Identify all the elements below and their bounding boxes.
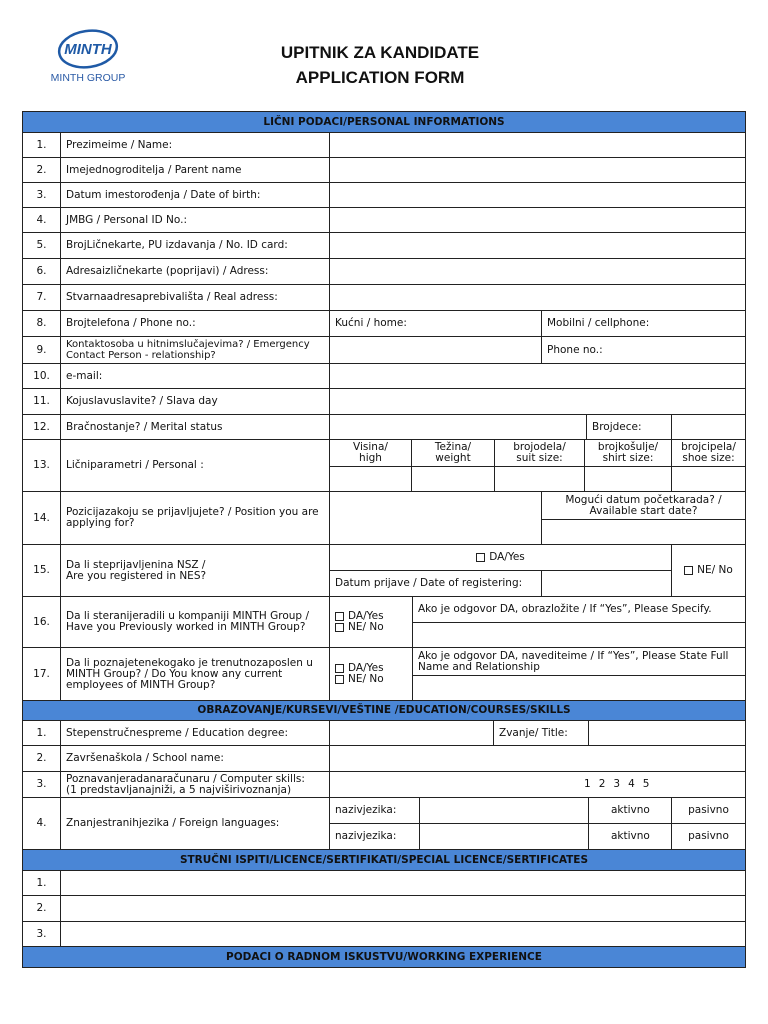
field-label-previous-work: Da li steranijeradili u kompaniji MINTH Group / Have you Previously worked in MINTH Group? xyxy=(60,596,330,648)
field-label-nes: Da li steprijavljenina NSZ / Are you registered in NES? xyxy=(60,544,330,597)
position-input[interactable] xyxy=(329,491,542,545)
section-header-licences: STRUČNI ISPITI/LICENCE/SERTIFIKATI/SPECIAL LICENCE/SERTIFICATES xyxy=(22,849,746,871)
param-suit-label: brojodela/ suit size: xyxy=(494,439,585,467)
row-number: 6. xyxy=(22,258,61,285)
shoe-size-input[interactable] xyxy=(671,466,746,492)
real-adress-input[interactable] xyxy=(329,284,746,311)
nes-yes-option[interactable]: DA/Yes xyxy=(329,544,672,571)
language-active-option[interactable]: aktivno xyxy=(588,823,672,850)
checkbox-icon[interactable] xyxy=(684,566,693,575)
language-name-label: nazivjezika: xyxy=(329,823,420,850)
field-label-personal-params: Ličniparametri / Personal : xyxy=(60,439,330,492)
logo-caption: MINTH GROUP xyxy=(50,72,126,84)
field-label-adress: Adresaizličnekarte (poprijavi) / Adress: xyxy=(60,258,330,285)
previous-work-specify-input[interactable] xyxy=(412,622,746,648)
computer-skills-scale[interactable] xyxy=(329,771,746,798)
education-degree-input[interactable] xyxy=(329,720,494,746)
home-phone-input[interactable]: Kućni / home: xyxy=(329,310,542,337)
scale-1[interactable]: 1 xyxy=(584,778,591,790)
start-date-input[interactable] xyxy=(541,519,746,545)
weight-input[interactable] xyxy=(411,466,495,492)
name-input[interactable] xyxy=(329,132,746,158)
field-label-school: Završenaškola / School name: xyxy=(60,745,330,772)
form-title: UPITNIK ZA KANDIDATE xyxy=(280,43,480,62)
row-number: 12. xyxy=(22,414,61,440)
field-label-languages: Znanjestranihjezika / Foreign languages: xyxy=(60,797,330,850)
row-number: 16. xyxy=(22,596,61,648)
know-employee-no[interactable]: NE/ No xyxy=(335,674,384,685)
row-number: 3. xyxy=(22,182,61,208)
children-label: Brojdece: xyxy=(586,414,672,440)
svg-text:MINTH: MINTH xyxy=(64,41,112,58)
section-header-education: OBRAZOVANJE/KURSEVI/VEŠTINE /EDUCATION/COURSES/SKILLS xyxy=(22,700,746,721)
checkbox-icon[interactable] xyxy=(335,612,344,621)
language-name-input[interactable] xyxy=(419,823,589,850)
height-input[interactable] xyxy=(329,466,412,492)
param-shirt-label: brojkošulje/ shirt size: xyxy=(584,439,672,467)
checkbox-icon[interactable] xyxy=(335,675,344,684)
id-card-input[interactable] xyxy=(329,232,746,259)
row-number: 13. xyxy=(22,439,61,492)
row-number: 3. xyxy=(22,771,61,798)
language-name-input[interactable] xyxy=(419,797,589,824)
row-number: 10. xyxy=(22,363,61,389)
field-label-email: e-mail: xyxy=(60,363,330,389)
school-input[interactable] xyxy=(329,745,746,772)
field-label-marital: Bračnostanje? / Merital status xyxy=(60,414,330,440)
row-number: 9. xyxy=(22,336,61,364)
parent-name-input[interactable] xyxy=(329,157,746,183)
licence-input[interactable] xyxy=(60,921,746,947)
field-label-emergency: Kontaktosoba u hitnimslučajevima? / Emergency Contact Person - relationship? xyxy=(60,336,330,364)
checkbox-icon[interactable] xyxy=(335,664,344,673)
row-number: 2. xyxy=(22,157,61,183)
know-employee-yes[interactable]: DA/Yes xyxy=(335,663,384,674)
marital-status-input[interactable] xyxy=(329,414,587,440)
emergency-contact-input[interactable] xyxy=(329,336,542,364)
nes-date-input[interactable] xyxy=(541,570,672,597)
suit-size-input[interactable] xyxy=(494,466,585,492)
field-label-computer-skills: Poznavanjeradanaračunaru / Computer skills: (1 predstavljanajniži, a 5 najviširivoznanja) xyxy=(60,771,330,798)
form-subtitle: APPLICATION FORM xyxy=(295,68,465,87)
know-employee-options xyxy=(329,647,413,701)
email-input[interactable] xyxy=(329,363,746,389)
title-input[interactable] xyxy=(588,720,746,746)
children-input[interactable] xyxy=(671,414,746,440)
start-date-label: Mogući datum početkarada? / Available start date? xyxy=(541,491,746,520)
field-label-phone: Brojtelefona / Phone no.: xyxy=(60,310,330,337)
language-active-option[interactable]: aktivno xyxy=(588,797,672,824)
language-passive-option[interactable]: pasivno xyxy=(671,823,746,850)
field-label-jmbg: JMBG / Personal ID No.: xyxy=(60,207,330,233)
row-number: 8. xyxy=(22,310,61,337)
param-weight-label: Težina/ weight xyxy=(411,439,495,467)
row-number: 1. xyxy=(22,132,61,158)
checkbox-icon[interactable] xyxy=(335,623,344,632)
section-header-personal: LIČNI PODACI/PERSONAL INFORMATIONS xyxy=(22,111,746,133)
row-number: 11. xyxy=(22,388,61,415)
section-header-experience: PODACI O RADNOM ISKUSTVU/WORKING EXPERIENCE xyxy=(22,946,746,968)
field-label-birth: Datum imestorođenja / Date of birth: xyxy=(60,182,330,208)
row-number: 14. xyxy=(22,491,61,545)
scale-2[interactable]: 2 xyxy=(598,778,606,790)
birth-input[interactable] xyxy=(329,182,746,208)
jmbg-input[interactable] xyxy=(329,207,746,233)
previous-work-specify-label: Ako je odgovor DA, obrazložite / If “Yes”, Please Specify. xyxy=(412,596,746,623)
field-label-know-employee: Da li poznajetenekogako je trenutnozaposlen u MINTH Group? / Do You know any current employees of MINTH Group? xyxy=(60,647,330,701)
row-number: 1. xyxy=(22,720,61,746)
scale-4[interactable]: 4 xyxy=(628,778,635,790)
param-shoe-label: brojcipela/ shoe size: xyxy=(671,439,746,467)
row-number: 2. xyxy=(22,895,61,922)
row-number: 3. xyxy=(22,921,61,947)
row-number: 17. xyxy=(22,647,61,701)
field-label-id-card: BrojLičnekarte, PU izdavanja / No. ID card: xyxy=(60,232,330,259)
row-number: 7. xyxy=(22,284,61,311)
scale-5[interactable]: 5 xyxy=(642,778,650,790)
nes-date-label: Datum prijave / Date of registering: xyxy=(329,570,542,597)
adress-input[interactable] xyxy=(329,258,746,285)
field-label-real-adress: Stvarnaadresaprebivališta / Real adress: xyxy=(60,284,330,311)
field-label-education-degree: Stepenstručnespreme / Education degree: xyxy=(60,720,330,746)
know-employee-specify-label: Ako je odgovor DA, navediteime / If “Yes”, Please State Full Name and Relationship xyxy=(412,647,746,676)
language-name-label: nazivjezika: xyxy=(329,797,420,824)
field-label-parent-name: Imejednogroditelja / Parent name xyxy=(60,157,330,183)
row-number: 4. xyxy=(22,207,61,233)
slava-input[interactable] xyxy=(329,388,746,415)
row-number: 4. xyxy=(22,797,61,850)
title-label: Zvanje/ Title: xyxy=(493,720,589,746)
emergency-phone-input[interactable]: Phone no.: xyxy=(541,336,746,364)
row-number: 2. xyxy=(22,745,61,772)
field-label-slava: Kojuslavuslavite? / Slava day xyxy=(60,388,330,415)
scale-3[interactable]: 3 xyxy=(613,778,621,790)
previous-work-options xyxy=(329,596,413,648)
licence-input[interactable] xyxy=(60,895,746,922)
field-label-name: Prezimeime / Name: xyxy=(60,132,330,158)
checkbox-icon[interactable] xyxy=(476,553,485,562)
field-label-position: Pozicijazakoju se prijavljujete? / Position you are applying for? xyxy=(60,491,330,545)
know-employee-specify-input[interactable] xyxy=(412,675,746,701)
language-passive-option[interactable]: pasivno xyxy=(671,797,746,824)
mobile-phone-input[interactable]: Mobilni / cellphone: xyxy=(541,310,746,337)
param-height-label: Visina/ high xyxy=(329,439,412,467)
row-number: 5. xyxy=(22,232,61,259)
licence-input[interactable] xyxy=(60,870,746,896)
row-number: 1. xyxy=(22,870,61,896)
shirt-size-input[interactable] xyxy=(584,466,672,492)
row-number: 15. xyxy=(22,544,61,597)
previous-work-no[interactable]: NE/ No xyxy=(335,622,384,633)
nes-no-option[interactable]: NE/ No xyxy=(671,544,746,597)
previous-work-yes[interactable]: DA/Yes xyxy=(335,611,384,622)
